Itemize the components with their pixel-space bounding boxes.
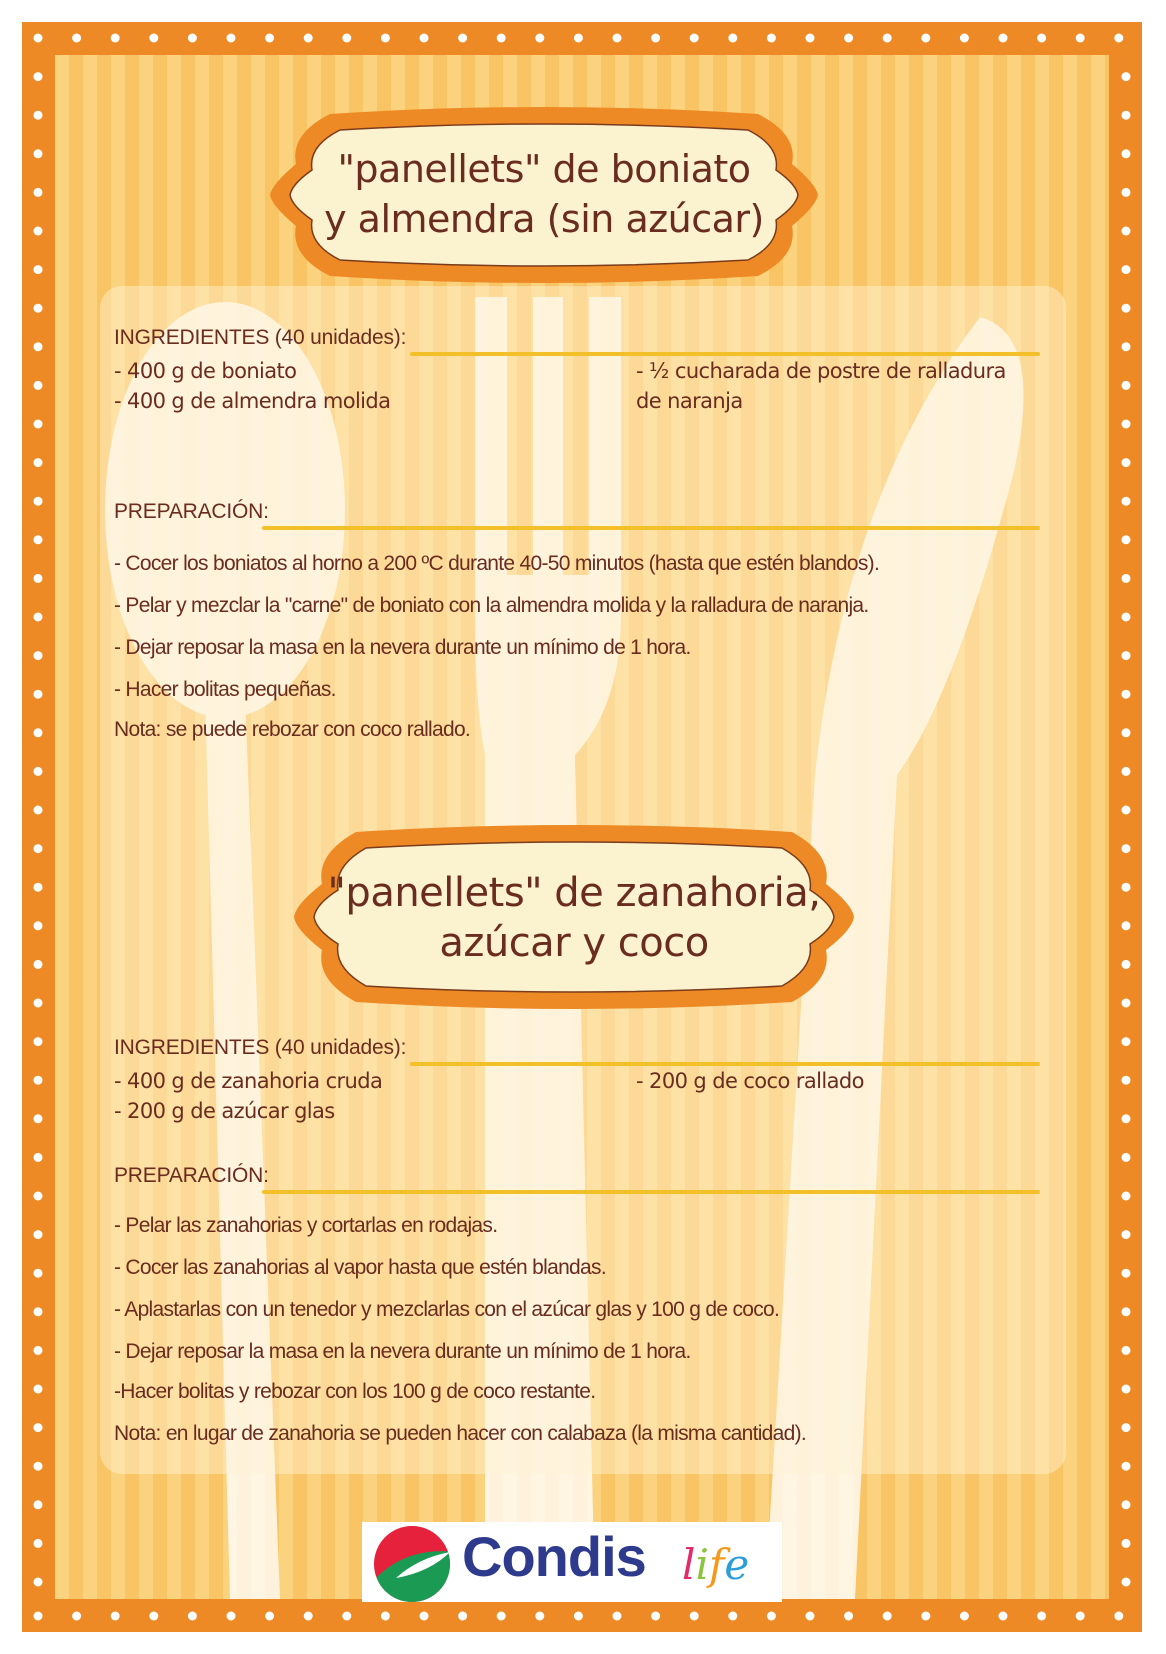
recipe1-preparation-heading: PREPARACIÓN:	[114, 500, 269, 523]
border-dot	[34, 844, 43, 853]
border-dot	[34, 1037, 43, 1046]
recipe2-step-2: - Cocer las zanahorias al vapor hasta que estén blandas.	[114, 1256, 606, 1279]
border-dot	[34, 497, 43, 506]
border-dot	[883, 34, 892, 43]
border-dot	[227, 1612, 236, 1621]
condis-life-logo	[362, 1522, 782, 1602]
border-dot	[149, 1612, 158, 1621]
border-dot	[34, 690, 43, 699]
border-dot	[381, 1612, 390, 1621]
recipe1-step-1: - Cocer los boniatos al horno a 200 ºC durante 40-50 minutos (hasta que estén blandos).	[114, 552, 880, 575]
border-dot	[34, 1269, 43, 1278]
border-dot	[34, 111, 43, 120]
brand-suffix-l: l	[682, 1540, 696, 1589]
border-dot	[1122, 1192, 1131, 1201]
border-dot	[1122, 613, 1131, 622]
border-dot	[1122, 574, 1131, 583]
border-dot	[34, 1153, 43, 1162]
border-dot	[420, 34, 429, 43]
border-dot	[1122, 999, 1131, 1008]
recipe1-step-4: - Hacer bolitas pequeñas.	[114, 678, 336, 701]
border-dot	[1037, 34, 1046, 43]
border-dot	[999, 34, 1008, 43]
border-dot	[34, 1539, 43, 1548]
border-dot	[458, 1612, 467, 1621]
recipe2-step-5: -Hacer bolitas y rebozar con los 100 g de coco restante.	[114, 1380, 596, 1403]
border-dot	[1122, 806, 1131, 815]
border-dot	[806, 1612, 815, 1621]
border-dot	[921, 34, 930, 43]
brand-suffix-e: e	[724, 1540, 750, 1589]
border-dot	[1122, 767, 1131, 776]
recipe2-step-1: - Pelar las zanahorias y cortarlas en rodajas.	[114, 1214, 498, 1237]
border-dot	[72, 34, 81, 43]
border-dot	[34, 767, 43, 776]
border-dot	[1122, 921, 1131, 930]
recipe2-note: Nota: en lugar de zanahoria se pueden hacer con calabaza (la misma cantidad).	[114, 1422, 807, 1445]
recipe1-ingredient-right-2: de naranja	[636, 389, 743, 413]
border-dot	[728, 1612, 737, 1621]
border-dot	[34, 381, 43, 390]
border-dot	[34, 149, 43, 158]
recipe1-note: Nota: se puede rebozar con coco rallado.	[114, 718, 471, 741]
border-dot	[497, 34, 506, 43]
border-dot	[34, 1385, 43, 1394]
border-dot	[806, 34, 815, 43]
border-dot	[1122, 149, 1131, 158]
border-dot	[728, 34, 737, 43]
border-dot	[34, 72, 43, 81]
border-dot	[574, 34, 583, 43]
border-dot	[34, 1346, 43, 1355]
border-dot	[342, 34, 351, 43]
recipe1-ingredient-left-1: - 400 g de boniato	[114, 359, 297, 383]
border-dot	[1122, 72, 1131, 81]
border-dot	[1122, 188, 1131, 197]
border-dot	[1122, 1076, 1131, 1085]
border-dot	[1122, 960, 1131, 969]
border-dot	[304, 34, 313, 43]
brand-suffix-i: i	[695, 1540, 709, 1589]
border-dot	[34, 34, 43, 43]
recipe2-ingredient-left-2: - 200 g de azúcar glas	[114, 1099, 335, 1123]
recipe2-title-line2: azúcar y coco	[439, 920, 709, 966]
recipe2-title-plaque	[294, 822, 854, 1012]
border-dot	[844, 34, 853, 43]
border-dot	[613, 1612, 622, 1621]
border-dot	[34, 1578, 43, 1587]
border-dot	[690, 34, 699, 43]
border-dot	[1122, 227, 1131, 236]
border-dot	[1122, 728, 1131, 737]
border-dot	[34, 806, 43, 815]
border-dot	[72, 1612, 81, 1621]
recipe1-step-3: - Dejar reposar la masa en la nevera durante un mínimo de 1 hora.	[114, 636, 691, 659]
border-dot	[1122, 111, 1131, 120]
border-dot	[1122, 1037, 1131, 1046]
border-dot	[227, 34, 236, 43]
border-dot	[690, 1612, 699, 1621]
border-dot	[1122, 690, 1131, 699]
border-dot	[34, 265, 43, 274]
border-dot	[1122, 458, 1131, 467]
border-dot	[1122, 1114, 1131, 1123]
border-dot	[34, 1114, 43, 1123]
border-dot	[111, 34, 120, 43]
border-dot	[535, 1612, 544, 1621]
border-dot	[1122, 883, 1131, 892]
border-dot	[34, 1307, 43, 1316]
border-dot	[34, 1462, 43, 1471]
border-dot	[265, 34, 274, 43]
border-dot	[651, 1612, 660, 1621]
recipe1-title-plaque	[270, 104, 818, 286]
recipe1-title	[270, 144, 818, 244]
border-dot	[34, 883, 43, 892]
border-dot	[613, 34, 622, 43]
border-dot	[1122, 497, 1131, 506]
border-dot	[34, 651, 43, 660]
recipe1-title-line2: y almendra (sin azúcar)	[324, 197, 764, 241]
border-dot	[1122, 420, 1131, 429]
recipe2-ingredient-right-1: - 200 g de coco rallado	[636, 1069, 864, 1093]
border-dot	[34, 574, 43, 583]
border-dot	[1122, 1385, 1131, 1394]
border-dot	[1122, 1269, 1131, 1278]
border-dot	[1122, 1346, 1131, 1355]
border-dot	[1114, 34, 1123, 43]
border-dot	[34, 960, 43, 969]
border-dot	[34, 1192, 43, 1201]
recipe2-step-4: - Dejar reposar la masa en la nevera durante un mínimo de 1 hora.	[114, 1340, 691, 1363]
border-dot	[1122, 381, 1131, 390]
border-dot	[34, 1230, 43, 1239]
border-dot	[1122, 1307, 1131, 1316]
border-dot	[265, 1612, 274, 1621]
condis-logo-icon	[366, 1522, 462, 1602]
border-dot	[342, 1612, 351, 1621]
border-dot	[497, 1612, 506, 1621]
border-dot	[420, 1612, 429, 1621]
recipe2-title	[294, 868, 854, 968]
border-dot	[458, 34, 467, 43]
border-dot	[1122, 1423, 1131, 1432]
border-dot	[1122, 1462, 1131, 1471]
border-dot	[34, 420, 43, 429]
border-dot	[767, 1612, 776, 1621]
recipe1-title-line1: "panellets" de boniato	[337, 147, 751, 191]
border-dot	[34, 1423, 43, 1432]
border-dot	[767, 34, 776, 43]
border-dot	[1076, 34, 1085, 43]
border-dot	[1122, 1230, 1131, 1239]
recipe2-ingredients-heading: INGREDIENTES (40 unidades):	[114, 1036, 407, 1059]
border-dot	[1122, 265, 1131, 274]
recipe2-step-3: - Aplastarlas con un tenedor y mezclarlas con el azúcar glas y 100 g de coco.	[114, 1298, 780, 1321]
recipe2-ingredient-left-1: - 400 g de zanahoria cruda	[114, 1069, 383, 1093]
border-dot	[1076, 1612, 1085, 1621]
border-dot	[304, 1612, 313, 1621]
border-dot	[535, 34, 544, 43]
border-dot	[34, 535, 43, 544]
recipe2-title-line1: "panellets" de zanahoria,	[327, 870, 821, 916]
border-dot	[34, 1612, 43, 1621]
border-dot	[111, 1612, 120, 1621]
recipe1-ingredient-right-1: - ½ cucharada de postre de ralladura	[636, 359, 1006, 383]
border-dot	[34, 458, 43, 467]
border-dot	[188, 34, 197, 43]
border-dot	[149, 34, 158, 43]
border-dot	[34, 227, 43, 236]
border-dot	[1122, 1153, 1131, 1162]
border-dot	[1122, 844, 1131, 853]
border-dot	[960, 34, 969, 43]
border-dot	[1122, 1500, 1131, 1509]
border-dot	[1037, 1612, 1046, 1621]
recipe1-preparation-rule	[262, 526, 1040, 530]
border-dot	[1122, 1539, 1131, 1548]
border-dot	[574, 1612, 583, 1621]
border-dot	[34, 613, 43, 622]
recipe2-preparation-rule	[262, 1190, 1040, 1194]
border-dot	[1122, 342, 1131, 351]
border-dot	[34, 999, 43, 1008]
border-dot	[1122, 1578, 1131, 1587]
recipe1-ingredients-heading: INGREDIENTES (40 unidades):	[114, 326, 407, 349]
recipe1-ingredient-left-2: - 400 g de almendra molida	[114, 389, 391, 413]
border-dot	[34, 304, 43, 313]
recipe2-preparation-heading: PREPARACIÓN:	[114, 1164, 269, 1187]
border-dot	[34, 1500, 43, 1509]
recipe1-step-2: - Pelar y mezclar la "carne" de boniato con la almendra molida y la ralladura de naranja.	[114, 594, 869, 617]
border-dot	[960, 1612, 969, 1621]
border-dot	[999, 1612, 1008, 1621]
border-dot	[651, 34, 660, 43]
border-dot	[1122, 535, 1131, 544]
border-dot	[34, 921, 43, 930]
border-dot	[844, 1612, 853, 1621]
border-dot	[34, 188, 43, 197]
border-dot	[34, 728, 43, 737]
brand-suffix-f: f	[708, 1540, 725, 1589]
border-dot	[381, 34, 390, 43]
border-dot	[921, 1612, 930, 1621]
brand-suffix	[682, 1540, 749, 1589]
border-dot	[883, 1612, 892, 1621]
border-dot	[34, 1076, 43, 1085]
brand-name: Condis	[462, 1525, 646, 1588]
border-dot	[1122, 304, 1131, 313]
border-dot	[1122, 651, 1131, 660]
border-dot	[34, 342, 43, 351]
border-dot	[188, 1612, 197, 1621]
border-dot	[1114, 1612, 1123, 1621]
